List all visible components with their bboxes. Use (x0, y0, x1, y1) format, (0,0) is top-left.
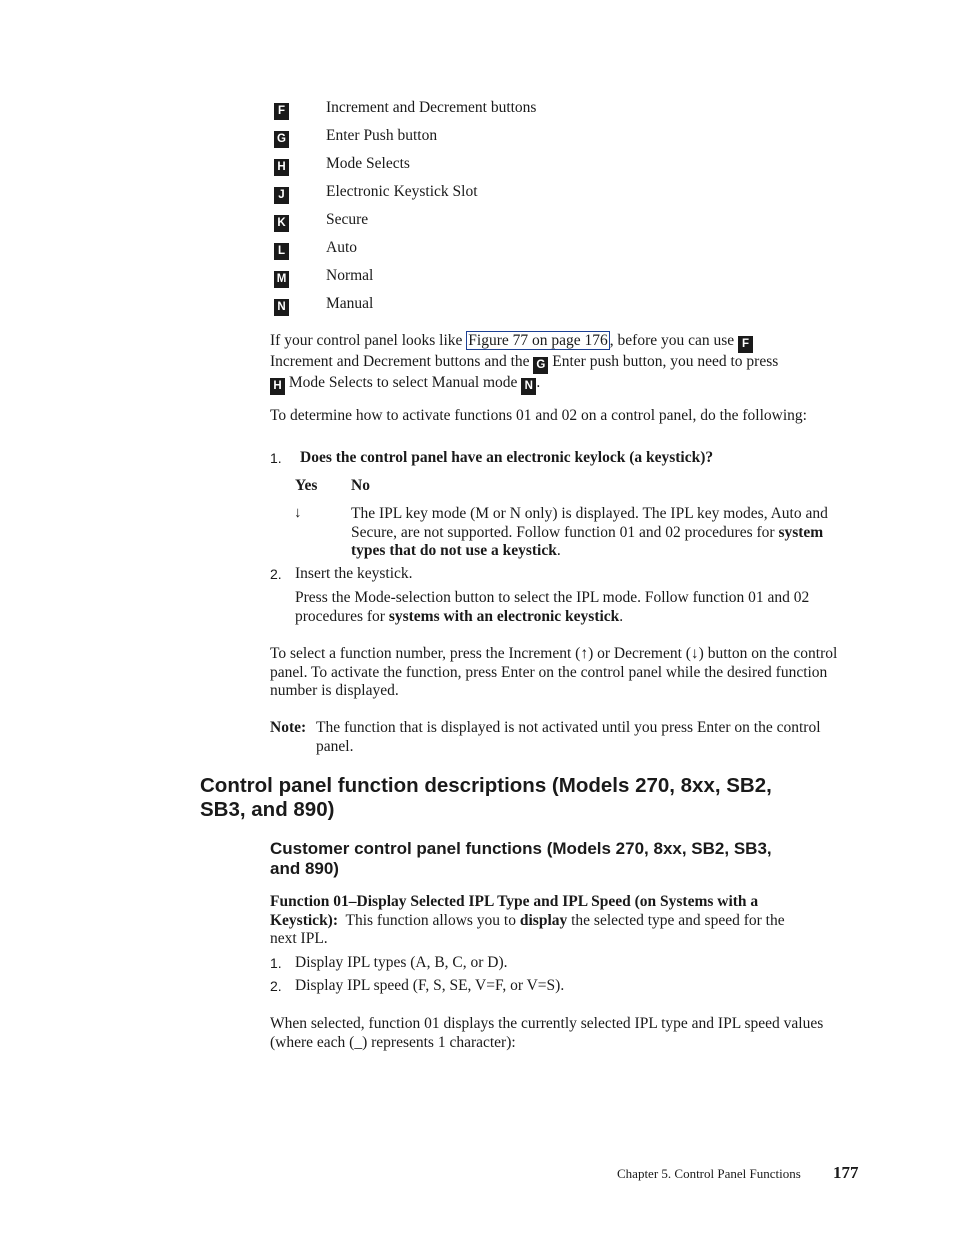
callout-letter-n: N (274, 299, 289, 316)
callout-item (274, 295, 289, 316)
list-item: Display IPL speed (F, S, SE, V=F, or V=S). (295, 977, 565, 994)
callout-letter-f: F (274, 103, 289, 120)
step2-plain: . (619, 607, 624, 625)
step-number: 1. (270, 450, 282, 466)
intro-text: Mode Selects to select Manual mode (285, 374, 522, 391)
function-01-bold: display (519, 911, 568, 929)
list-number: 1. (270, 955, 282, 971)
note-label: Note: (270, 719, 307, 736)
step2-text: Insert the keystick. (295, 565, 413, 582)
callout-inline-g: G (533, 357, 548, 374)
subsection-heading-line: and 890) (270, 858, 339, 878)
intro-text: If your control panel looks like (270, 332, 467, 349)
when-selected-paragraph: When selected, function 01 displays the currently selected IPL type and IPL speed values (where each (_) represents 1 character): (270, 1015, 824, 1051)
callout-item (274, 155, 289, 176)
no-column-header: No (351, 477, 370, 494)
callout-letter-g: G (274, 131, 289, 148)
step2-paragraph (295, 589, 860, 626)
callout-item (274, 99, 289, 120)
function-01-title: Keystick): (270, 911, 339, 929)
callout-item (274, 239, 289, 260)
page-number: 177 (833, 1163, 859, 1182)
intro-text: . (536, 374, 541, 391)
figure-77-link[interactable]: Figure 77 on page 176 (468, 332, 608, 349)
callout-description: Increment and Decrement buttons (326, 99, 537, 116)
subsection-heading-line: Customer control panel functions (Models 270, 8xx, SB2, SB3, (270, 839, 772, 858)
determine-paragraph: To determine how to activate functions 01 and 02 on a control panel, do the following: (270, 407, 807, 424)
callout-letter-h: H (274, 159, 289, 176)
intro-text: , before you can use (609, 332, 739, 349)
no-answer-bold: system types that do not use a keystick (351, 523, 824, 559)
callout-letter-m: M (274, 271, 289, 288)
callout-description: Mode Selects (326, 155, 410, 172)
callout-description: Secure (326, 211, 369, 228)
callout-inline-n: N (521, 378, 536, 395)
function-01-title: Function 01–Display Selected IPL Type and IPL Speed (on Systems with a (270, 893, 759, 910)
step-number: 2. (270, 566, 282, 582)
callout-inline-f: F (738, 336, 753, 353)
no-answer-plain: . (556, 542, 561, 559)
list-number: 2. (270, 978, 282, 994)
callout-description: Enter Push button (326, 127, 438, 144)
list-item: Display IPL types (A, B, C, or D). (295, 954, 508, 971)
step2-bold: systems with an electronic keystick (388, 607, 620, 625)
callout-letter-l: L (274, 243, 289, 260)
callout-item (274, 127, 289, 148)
callout-description: Auto (326, 239, 357, 256)
callout-letter-k: K (274, 215, 289, 232)
footer-chapter: Chapter 5. Control Panel Functions (617, 1166, 801, 1181)
intro-paragraph (270, 332, 870, 395)
note-text: The function that is displayed is not activated until you press Enter on the control panel. (316, 719, 821, 755)
section-heading (200, 774, 772, 822)
select-function-paragraph: To select a function number, press the Increment (↑) or Decrement (↓) button on the control panel. To activate the function, press Enter on the control panel while the desired function number is displayed. (270, 645, 838, 699)
yes-column-header: Yes (295, 477, 318, 494)
callout-inline-h: H (270, 378, 285, 395)
callout-item (274, 267, 289, 288)
down-arrow-icon: ↓ (294, 505, 302, 521)
callout-description: Normal (326, 267, 374, 284)
no-answer-text (351, 505, 841, 561)
callout-description: Manual (326, 295, 374, 312)
callout-item (274, 211, 289, 232)
step2-plain: Press the Mode-selection button to select the IPL mode. Follow function 01 and 02 procedures for (295, 589, 810, 625)
callout-item (274, 183, 289, 204)
function-01-paragraph (270, 893, 870, 949)
callout-letter-j: J (274, 187, 289, 204)
callout-description: Electronic Keystick Slot (326, 183, 478, 200)
no-answer-plain: The IPL key mode (M or N only) is displayed. The IPL key modes, Auto and Secure, are not supported. Follow function 01 and 02 procedures for (351, 505, 828, 541)
function-01-text: the selected type and speed for the (567, 911, 785, 929)
function-01-text: This function allows you to (338, 911, 520, 929)
intro-text: Enter push button, you need to press (548, 353, 779, 370)
section-heading-line: Control panel function descriptions (Models 270, 8xx, SB2, (200, 774, 772, 797)
function-01-text: next IPL. (270, 930, 328, 947)
subsection-heading (270, 839, 772, 878)
step1-question: Does the control panel have an electronic keylock (a keystick)? (300, 449, 714, 466)
intro-text: Increment and Decrement buttons and the (270, 353, 534, 370)
section-heading-line: SB3, and 890) (200, 798, 335, 821)
